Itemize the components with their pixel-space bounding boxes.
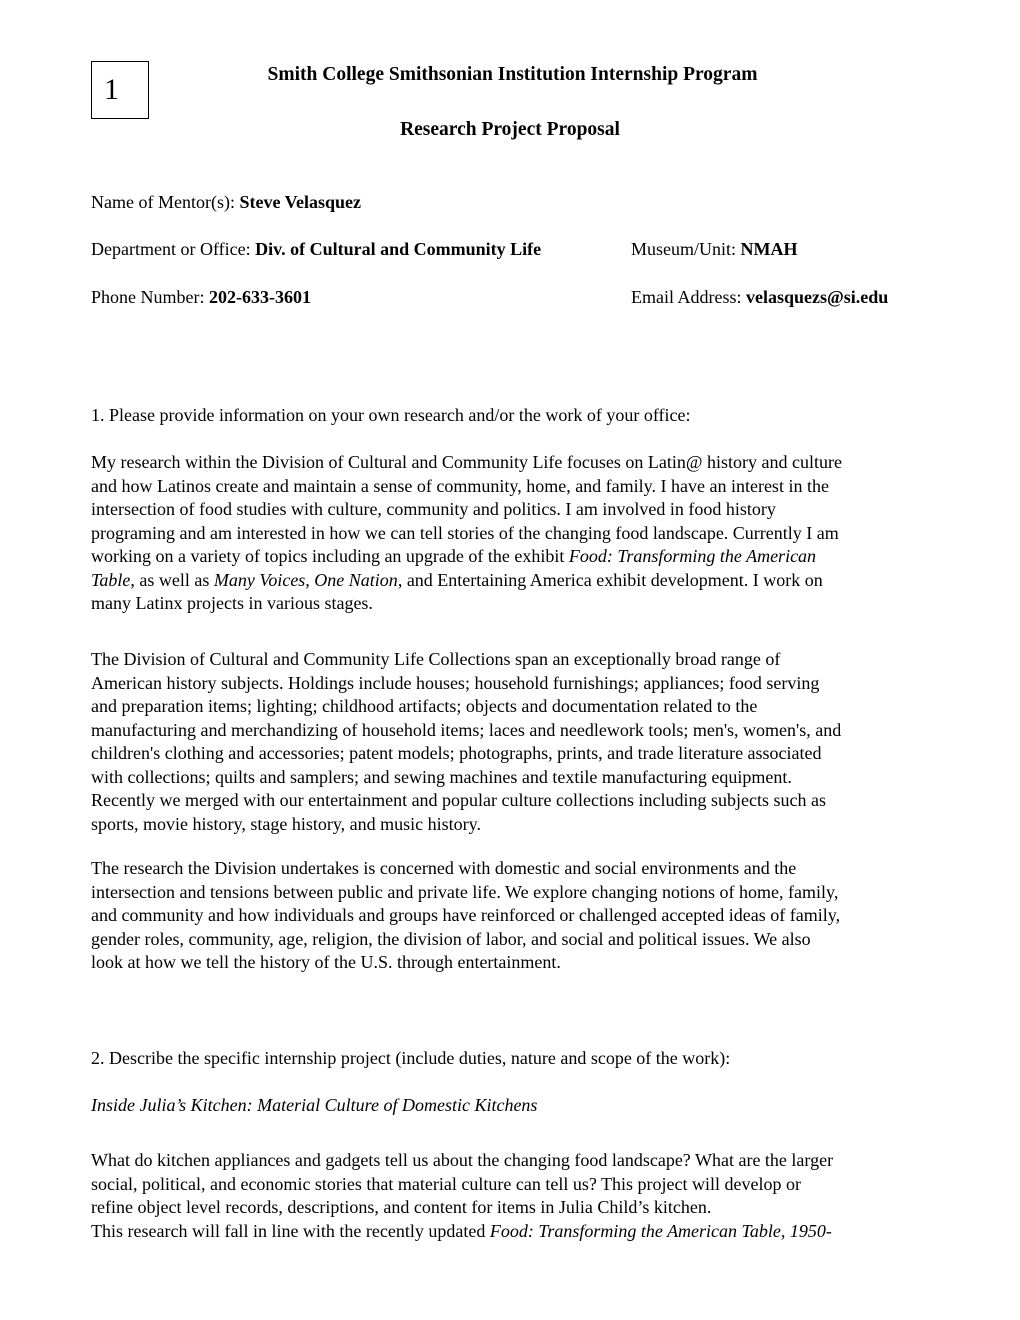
- phone-field: [91, 286, 311, 308]
- text-segment: and community and how individuals and groups have reinforced or challenged accepted ideas of family,: [91, 905, 841, 925]
- text-line: [91, 742, 841, 766]
- text-segment: programing and am interested in how we can tell stories of the changing food landscape. Currently I am: [91, 522, 839, 543]
- text-line: [91, 475, 842, 499]
- text-line: [91, 881, 840, 905]
- mentor-label: Name of Mentor(s):: [91, 192, 240, 212]
- italic-title-text: Food: Transforming the American: [568, 546, 817, 566]
- text-line: [91, 498, 842, 522]
- q1-paragraph: [91, 451, 842, 616]
- text-line: [91, 1196, 833, 1220]
- email-label: Email Address:: [631, 287, 746, 307]
- text-segment: intersection and tensions between public and private life. We explore changing notions of home, family,: [91, 881, 839, 902]
- text-line: [91, 1173, 833, 1197]
- text-line: [91, 1220, 833, 1244]
- project-title: Inside Julia’s Kitchen: Material Culture of Domestic Kitchens: [91, 1095, 538, 1115]
- text-segment: American history subjects. Holdings include houses; household furnishings; appliances; food serving: [91, 672, 820, 693]
- text-line: [91, 904, 840, 928]
- text-segment: and how Latinos create and maintain a sense of community, home, and family. I have an interest in the: [91, 475, 829, 496]
- text-segment: social, political, and economic stories that material culture can tell us? This project will develop or: [91, 1173, 801, 1194]
- q1-paragraph: [91, 857, 840, 975]
- italic-title-text: Many Voices, One Nation: [213, 569, 398, 590]
- q1-paragraph: [91, 648, 841, 836]
- text-line: [91, 928, 840, 952]
- text-segment: and preparation items; lighting; childhood artifacts; objects and documentation related to the: [91, 696, 758, 716]
- text-line: [91, 813, 841, 837]
- question-1: 1. Please provide information on your own research and/or the work of your office:: [91, 405, 691, 425]
- text-segment: sports, movie history, stage history, and music history.: [91, 813, 481, 834]
- text-line: [91, 522, 842, 546]
- q2-paragraph: [91, 1149, 833, 1243]
- page-number-box: 1: [91, 61, 149, 119]
- text-segment: What do kitchen appliances and gadgets tell us about the changing food landscape? What are the larger: [91, 1150, 834, 1170]
- text-segment: , as well as: [130, 569, 214, 590]
- text-line: [91, 569, 842, 593]
- text-segment: This research will fall in line with the recently updated: [91, 1220, 490, 1241]
- text-segment: refine object level records, descriptions, and content for items in Julia Child’s kitchen.: [91, 1197, 712, 1217]
- document-title: Smith College Smithsonian Institution Internship Program: [267, 64, 758, 85]
- text-segment: gender roles, community, age, religion, the division of labor, and social and political issues. We also: [91, 928, 811, 949]
- text-segment: intersection of food studies with culture, community and politics. I am involved in food history: [91, 499, 776, 519]
- museum-field: [631, 238, 798, 260]
- text-segment: My research within the Division of Cultural and Community Life focuses on Latin@ history and culture: [91, 452, 842, 472]
- text-line: [91, 719, 841, 743]
- department-value: Div. of Cultural and Community Life: [255, 239, 542, 259]
- text-segment: children's clothing and accessories; patent models; photographs, prints, and trade literature associated: [91, 743, 822, 763]
- museum-value: NMAH: [740, 239, 798, 259]
- text-line: [91, 672, 841, 696]
- text-segment: The Division of Cultural and Community Life Collections span an exceptionally broad range of: [91, 649, 781, 669]
- email-field: [631, 286, 888, 308]
- mentor-field: [91, 191, 361, 213]
- text-segment: working on a variety of topics including an upgrade of the exhibit: [91, 546, 569, 566]
- text-line: [91, 857, 840, 881]
- text-line: [91, 1149, 833, 1173]
- text-segment: manufacturing and merchandizing of household items; laces and needlework tools; men's, women's, and: [91, 719, 842, 740]
- italic-title-text: Table: [91, 569, 131, 590]
- italic-title-text: Food: Transforming the American Table, 1950-: [489, 1220, 832, 1241]
- phone-value: 202-633-3601: [208, 287, 311, 307]
- text-segment: look at how we tell the history of the U.S. through entertainment.: [91, 952, 561, 972]
- text-line: [91, 951, 840, 975]
- text-line: [91, 648, 841, 672]
- text-line: [91, 592, 842, 616]
- text-segment: Recently we merged with our entertainment and popular culture collections including subjects such as: [91, 790, 826, 810]
- text-line: [91, 451, 842, 475]
- department-field: [91, 238, 541, 260]
- email-value: velasquezs@si.edu: [746, 287, 889, 307]
- mentor-value: Steve Velasquez: [239, 192, 361, 212]
- document-subtitle: Research Project Proposal: [400, 119, 620, 140]
- text-line: [91, 545, 842, 569]
- text-line: [91, 789, 841, 813]
- text-segment: , and Entertaining America exhibit development. I work on: [397, 569, 823, 590]
- text-line: [91, 695, 841, 719]
- text-segment: The research the Division undertakes is concerned with domestic and social environments and the: [91, 858, 797, 878]
- text-line: [91, 766, 841, 790]
- department-label: Department or Office:: [91, 239, 256, 259]
- text-segment: many Latinx projects in various stages.: [91, 593, 373, 613]
- question-2: 2. Describe the specific internship project (include duties, nature and scope of the work):: [91, 1048, 731, 1068]
- museum-label: Museum/Unit:: [631, 239, 741, 259]
- text-segment: with collections; quilts and samplers; and sewing machines and textile manufacturing equipment.: [91, 766, 792, 787]
- phone-label: Phone Number:: [91, 287, 209, 307]
